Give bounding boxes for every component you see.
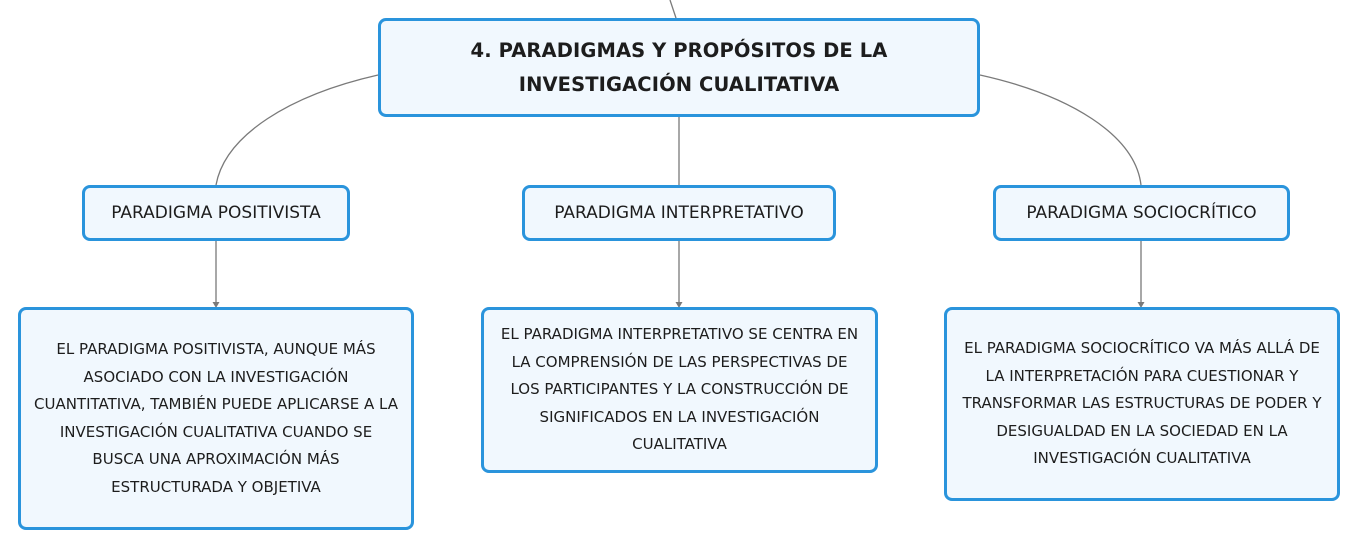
topic-paradigma-sociocritico[interactable] — [993, 185, 1290, 241]
connector-root-sociocritico — [980, 75, 1141, 185]
description-text: EL PARADIGMA SOCIOCRÍTICO VA MÁS ALLÁ DE LA INTERPRETACIÓN PARA CUESTIONAR Y TRANSFORMAR LAS ESTRUCTURAS DE PODER Y DESIGUALDAD EN LA SOCIEDAD EN LA INVESTIGACIÓN CUALITATIVA — [962, 339, 1322, 468]
topic-paradigma-positivista[interactable] — [82, 185, 350, 241]
topic-label: PARADIGMA SOCIOCRÍTICO — [1026, 203, 1257, 223]
topic-label: PARADIGMA POSITIVISTA — [111, 203, 321, 223]
topic-label: PARADIGMA INTERPRETATIVO — [554, 203, 804, 223]
connector-root-positivista — [216, 75, 378, 185]
description-text: EL PARADIGMA INTERPRETATIVO SE CENTRA EN LA COMPRENSIÓN DE LAS PERSPECTIVAS DE LOS PARTICIPANTES Y LA CONSTRUCCIÓN DE SIGNIFICADOS EN LA INVESTIGACIÓN CUALITATIVA — [500, 325, 859, 454]
topic-paradigma-interpretativo[interactable] — [522, 185, 836, 241]
description-paradigma-positivista[interactable] — [18, 307, 414, 530]
root-topic-label: 4. PARADIGMAS Y PROPÓSITOS DE LA INVESTIGACIÓN CUALITATIVA — [470, 38, 888, 96]
description-paradigma-interpretativo[interactable] — [481, 307, 878, 473]
connector-parent — [670, 0, 676, 18]
description-text: EL PARADIGMA POSITIVISTA, AUNQUE MÁS ASOCIADO CON LA INVESTIGACIÓN CUANTITATIVA, TAMBIÉN PUEDE APLICARSE A LA INVESTIGACIÓN CUALITATIVA CUANDO SE BUSCA UNA APROXIMACIÓN MÁS ESTRUCTURADA Y OBJETIVA — [34, 340, 398, 496]
root-topic[interactable] — [378, 18, 980, 117]
description-paradigma-sociocritico[interactable] — [944, 307, 1340, 501]
